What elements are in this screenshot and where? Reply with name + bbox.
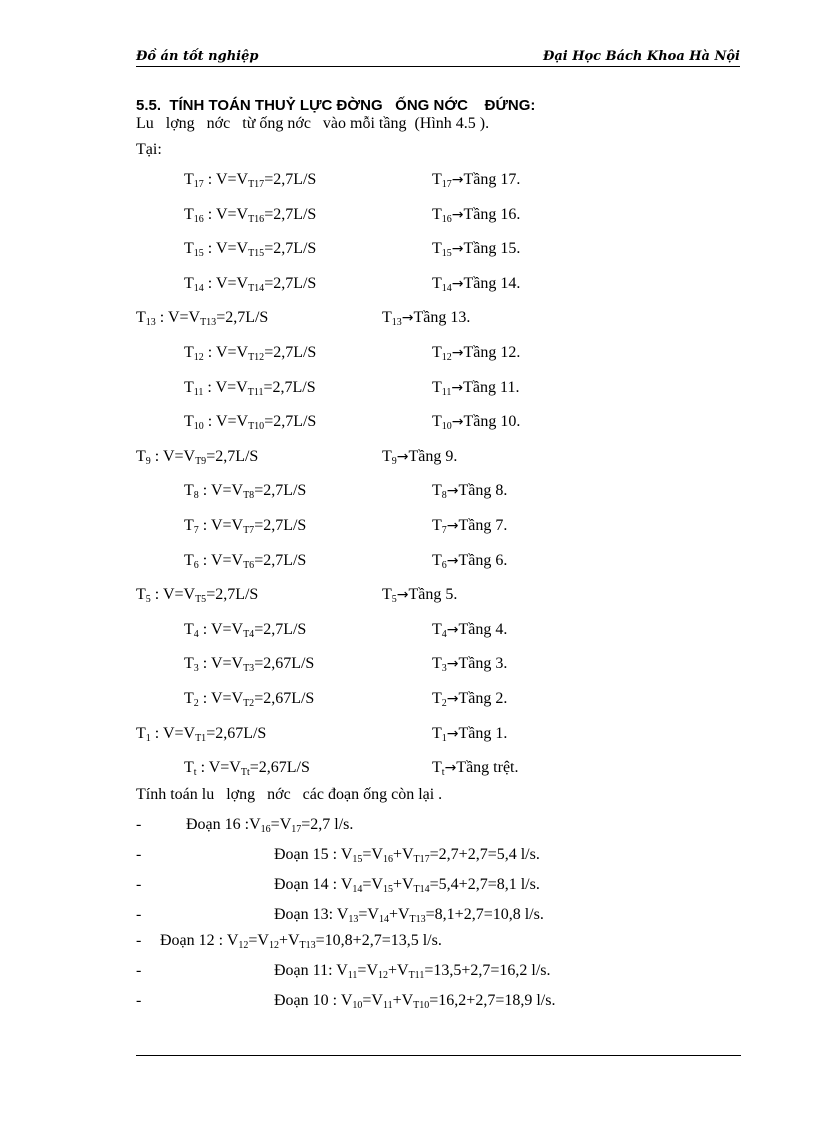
floor-flow-index: T12 — [248, 352, 265, 363]
segment-index: 16 — [382, 854, 393, 865]
arrow-icon: → — [451, 275, 464, 292]
floor-formula: $T_{14}$ : $V=V_{T14}=2,7L/S$ — [184, 274, 317, 294]
arrow-icon: → — [446, 725, 459, 742]
floor-target-index: 3 — [441, 663, 447, 675]
floor-target-index: 2 — [441, 698, 447, 709]
floor-target: $T_t\to Tầng$ trệt. — [432, 759, 519, 779]
floor-flow-index: T11 — [247, 386, 264, 398]
floor-target: $T_6\to Tầng$ 6. — [432, 551, 508, 571]
footer-rule — [136, 1055, 741, 1056]
floor-target-index: 4 — [441, 628, 447, 640]
floor-flow-index: T16 — [248, 213, 265, 225]
arrow-icon: → — [451, 414, 464, 431]
segment-dash: - — [136, 816, 142, 833]
floor-flow-index: T3 — [243, 663, 255, 675]
page-header — [136, 48, 740, 67]
segment-index: 17 — [291, 824, 302, 835]
floor-formula: $T_2$ : $V=V_{T2}=2,67L/S$ — [184, 690, 315, 709]
section-title: 5.5. TÍNH TOÁN THUỶ LỰC ĐỜNG ỐNG NỚC ĐỨNG: — [136, 97, 536, 114]
floor-flow-index: T5 — [195, 594, 207, 606]
segment-label: Đoạn 13: — [274, 906, 337, 923]
floor-index: 13 — [145, 317, 156, 329]
segment-index: 15 — [382, 884, 393, 895]
floor-flow-index: T13 — [200, 317, 217, 329]
floor-index: 11 — [193, 386, 204, 398]
segment-dash: - — [136, 962, 142, 979]
floor-target-index: 1 — [441, 732, 447, 744]
segment-index: 12 — [268, 940, 279, 951]
segment-label: Đoạn 10 : — [274, 992, 341, 1009]
segment-formula: Đoạn 16 $:V_{16}=V_{17}=2,7$ l/s. — [186, 816, 354, 835]
segment-index: T11 — [408, 970, 425, 981]
arrow-icon: → — [451, 379, 464, 396]
floor-index: 4 — [193, 628, 199, 640]
floor-formula: $T_{16}$ : $V=V_{T16}=2,7L/S$ — [184, 205, 317, 225]
floor-target: $T_{10}\to Tầng$ 10. — [432, 413, 521, 433]
segment-formula: Đoạn 12 : $V_{12}=V_{12}+V_{T13}=10,8+2,7=13,5$ l/s. — [160, 932, 442, 951]
floor-formula: $T_t$ : $V=V_{Tt}=2,67L/S$ — [184, 759, 310, 779]
segment-index: T10 — [413, 1000, 430, 1011]
arrow-icon: → — [396, 448, 409, 465]
segment-index: 11 — [382, 1000, 393, 1011]
floor-flow-index: T7 — [243, 525, 255, 536]
floor-flow-index: T2 — [243, 698, 255, 709]
segment-index: 13 — [348, 914, 359, 925]
segment-label: Đoạn 11: — [274, 962, 337, 979]
floor-flow-index: T1 — [195, 732, 207, 744]
floor-index: 9 — [145, 455, 151, 467]
arrow-icon: → — [396, 587, 409, 604]
floor-formula: $T_3$ : $V=V_{T3}=2,67L/S$ — [184, 655, 315, 675]
segment-dash: - — [136, 932, 142, 949]
segment-index: 12 — [238, 940, 249, 951]
floor-target: $T_{16}\to Tầng$ 16. — [432, 205, 521, 225]
segment-label: Đoạn 16 : — [186, 816, 250, 833]
floor-index: 1 — [145, 732, 151, 744]
floor-target-index: 10 — [441, 421, 452, 433]
floor-flow-index: T4 — [243, 628, 255, 640]
segment-index: 14 — [352, 884, 363, 895]
segment-index: 14 — [378, 914, 389, 925]
arrow-icon: → — [401, 310, 414, 327]
floor-target: $T_1\to Tầng$ 1. — [432, 724, 508, 744]
segment-formula: Đoạn 15 : $V_{15}=V_{16}+V_{T17}=2,7+2,7=5,4$ l/s. — [274, 846, 540, 865]
floor-target-index: 17 — [441, 179, 452, 190]
floor-index: 17 — [193, 179, 204, 190]
floor-formula: $T_{11}$ : $V=V_{T11}=2,7L/S$ — [184, 378, 316, 398]
floor-index: 3 — [193, 663, 199, 675]
floor-target: $T_5\to Tầng$ 5. — [382, 586, 458, 606]
segment-index: 11 — [347, 970, 358, 981]
floor-formula: $T_7$ : $V=V_{T7}=2,7L/S$ — [184, 517, 307, 536]
segment-formula: Đoạn 14 : $V_{14}=V_{15}+V_{T14}=5,4+2,7=8,1$ l/s. — [274, 876, 540, 895]
floor-index: 7 — [193, 525, 199, 536]
segment-index: T13 — [409, 914, 426, 925]
floor-target: $T_{11}\to Tầng$ 11. — [432, 378, 520, 398]
header-right-text: Đại Học Bách Khoa Hà Nội — [542, 49, 740, 64]
floor-formula: $T_8$ : $V=V_{T8}=2,7L/S$ — [184, 482, 307, 502]
arrow-icon: → — [446, 552, 459, 569]
floor-formula: $T_4$ : $V=V_{T4}=2,7L/S$ — [184, 620, 307, 640]
floor-formula: $T_1$ : $V=V_{T1}=2,67L/S$ — [136, 724, 267, 744]
floor-target-index: 9 — [391, 455, 397, 467]
arrow-icon: → — [446, 691, 459, 707]
calc-intro-text: Tính toán lu lợng nớc các đoạn ống còn lại . — [136, 786, 443, 803]
segment-index: 16 — [260, 824, 271, 835]
floor-target: $T_{14}\to Tầng$ 14. — [432, 274, 521, 294]
floor-flow-index: T14 — [248, 282, 265, 294]
floor-formula: $T_6$ : $V=V_{T6}=2,7L/S$ — [184, 551, 307, 571]
segment-index: T13 — [299, 940, 316, 951]
segment-dash: - — [136, 876, 142, 893]
floor-index: 16 — [193, 213, 204, 225]
floor-flow-index: T9 — [195, 455, 207, 467]
floor-index: 6 — [193, 559, 199, 571]
floor-index: 2 — [193, 698, 199, 709]
floor-index: 10 — [193, 421, 204, 433]
floor-target: $T_4\to Tầng$ 4. — [432, 620, 508, 640]
floor-flow-index: T17 — [248, 179, 265, 190]
floor-target: $T_9\to Tầng$ 9. — [382, 447, 458, 467]
segment-dash: - — [136, 906, 142, 923]
segment-index: 15 — [352, 854, 363, 865]
floor-flow-index: T10 — [248, 421, 265, 433]
floor-target-index: 16 — [441, 213, 452, 225]
floor-flow-index: Tt — [240, 767, 250, 779]
floor-target: $T_2\to Tầng$ 2. — [432, 690, 508, 709]
intro-text: Lu lợng nớc từ ống nớc vào mỗi tầng (Hình 4.5 ). — [136, 115, 490, 132]
arrow-icon: → — [446, 656, 459, 673]
segment-dash: - — [136, 992, 142, 1009]
floor-target-index: 14 — [441, 282, 452, 294]
floor-target: $T_{13}\to Tầng$ 13. — [382, 309, 471, 329]
arrow-icon: → — [446, 621, 459, 638]
floor-formula: $T_9$ : $V=V_{T9}=2,7L/S$ — [136, 447, 259, 467]
floor-target-index: 13 — [391, 317, 402, 329]
floor-formula: $T_5$ : $V=V_{T5}=2,7L/S$ — [136, 586, 259, 606]
arrow-icon: → — [451, 206, 464, 223]
arrow-icon: → — [451, 241, 464, 258]
floor-index: 8 — [193, 490, 199, 502]
floor-formula: $T_{15}$ : $V=V_{T15}=2,7L/S$ — [184, 240, 317, 260]
header-left-text: Đồ án tốt nghiệp — [136, 49, 259, 64]
floor-target: $T_{12}\to Tầng$ 12. — [432, 344, 521, 363]
arrow-icon: → — [444, 760, 457, 777]
arrow-icon: → — [451, 172, 464, 188]
segment-label: Đoạn 14 : — [274, 876, 341, 893]
floor-target: $T_8\to Tầng$ 8. — [432, 482, 508, 502]
floor-flow-index: T15 — [248, 248, 265, 260]
floor-target-index: 5 — [391, 594, 397, 606]
segment-label: Đoạn 12 : — [160, 932, 227, 949]
floor-target: $T_{15}\to Tầng$ 15. — [432, 240, 521, 260]
floor-formula: $T_{17}$ : $V=V_{T17}=2,7L/S$ — [184, 171, 317, 190]
arrow-icon: → — [446, 483, 459, 500]
segment-formula: Đoạn 10 : $V_{10}=V_{11}+V_{T10}=16,2+2,7=18,9$ l/s. — [274, 992, 556, 1011]
segment-label: Đoạn 15 : — [274, 846, 341, 863]
floor-index: t — [193, 767, 197, 779]
floor-index: 14 — [193, 282, 204, 294]
floor-target-index: 12 — [441, 352, 452, 363]
floor-target-index: 7 — [441, 525, 447, 536]
floor-target-index: 6 — [441, 559, 447, 571]
floor-target: $T_{17}\to Tầng$ 17. — [432, 171, 521, 190]
floor-index: 15 — [193, 248, 204, 260]
floor-formula: $T_{13}$ : $V=V_{T13}=2,7L/S$ — [136, 309, 269, 329]
arrow-icon: → — [451, 345, 464, 361]
segment-index: 12 — [378, 970, 388, 981]
segment-index: 10 — [352, 1000, 363, 1011]
floor-index: 5 — [145, 594, 151, 606]
floor-target: $T_3\to Tầng$ 3. — [432, 655, 508, 675]
floor-index: 12 — [193, 352, 204, 363]
segment-formula: Đoạn 11: $V_{11}=V_{12}+V_{T11}=13,5+2,7=16,2$ l/s. — [274, 962, 551, 981]
floor-flow-index: T6 — [243, 559, 255, 571]
floor-formula: $T_{12}$ : $V=V_{T12}=2,7L/S$ — [184, 344, 317, 363]
segment-dash: - — [136, 846, 142, 863]
segment-index: T14 — [413, 884, 430, 895]
tai-label: Tại: — [136, 141, 162, 158]
floor-formula: $T_{10}$ : $V=V_{T10}=2,7L/S$ — [184, 413, 317, 433]
segment-formula: Đoạn 13: $V_{13}=V_{14}+V_{T13}=8,1+2,7=10,8$ l/s. — [274, 906, 544, 925]
segment-index: T17 — [413, 854, 430, 865]
arrow-icon: → — [446, 518, 459, 534]
floor-target-index: t — [441, 767, 445, 779]
floor-target-index: 8 — [441, 490, 447, 502]
floor-target-index: 11 — [441, 386, 452, 398]
floor-target-index: 15 — [441, 248, 452, 260]
floor-flow-index: T8 — [243, 490, 255, 502]
floor-target: $T_7\to Tầng$ 7. — [432, 517, 508, 536]
